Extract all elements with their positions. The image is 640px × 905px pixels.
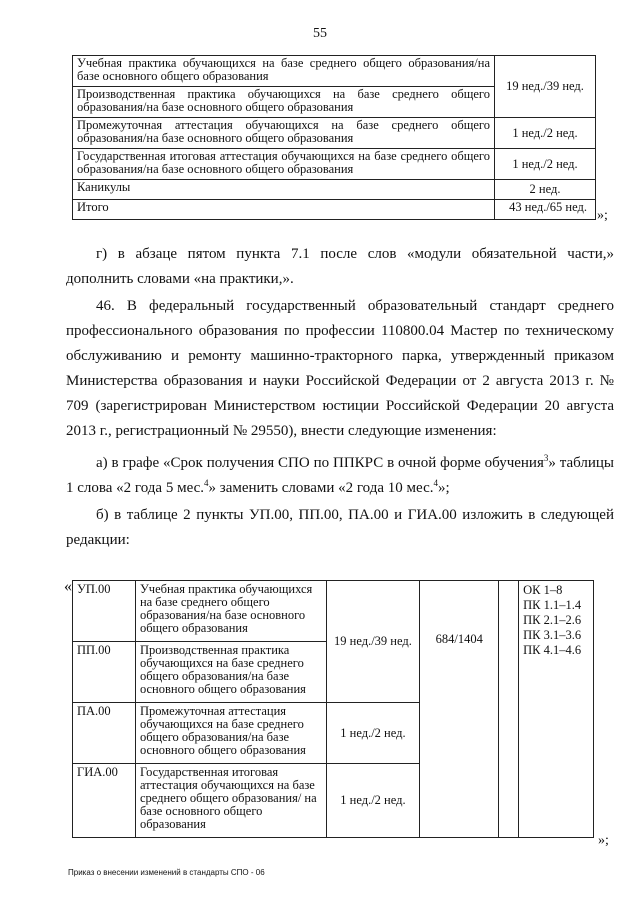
paragraph-a-text: а) в графе «Срок получения СПО по ППКРС в очной форме обучения	[96, 455, 544, 471]
footnote-mark: 3	[543, 453, 549, 463]
competency: ПК 2.1–2.6	[523, 613, 582, 627]
table-cell	[499, 581, 519, 838]
table-cell: 1 нед./2 нед.	[326, 703, 420, 764]
paragraph-a	[66, 451, 614, 501]
footer: Приказ о внесении изменений в стандарты СПО - 06	[68, 868, 265, 877]
table-cell: 2 нед.	[495, 180, 596, 200]
paragraph-a-text: » заменить словами «2 года 10 мес.	[208, 480, 434, 496]
table-cell: ПП.00	[73, 642, 136, 703]
practice-duration-cell: 19 нед./39 нед.	[495, 56, 596, 118]
table-cell: Итого	[73, 200, 495, 220]
table-cell: УП.00	[73, 581, 136, 642]
paragraph-46: 46. В федеральный государственный образовательный стандарт среднего профессионального образования по профессии 110800.04 Мастер по техническому обслуживанию и ремонту машинно-тракторного парка, утвержденный приказом Министерства образования и науки Российской Федерации от 2 августа 2013 г. № 709 (зарегистрирован Министерством юстиции Российской Федерации 20 августа 2013 г., регистрационный № 29550), внести следующие изменения:	[66, 298, 614, 439]
practice-hours-cell: 684/1404	[420, 581, 499, 838]
table-cell: Промежуточная аттестация обучающихся на базе среднего общего образования/на базе основного общего образования	[135, 703, 326, 764]
footnote-mark: 4	[204, 478, 209, 488]
competency: ПК 1.1–1.4	[523, 598, 582, 612]
table-cell: Государственная итоговая аттестация обучающихся на базе среднего общего образования/на базе основного общего образования	[73, 149, 495, 180]
opening-quote: «	[64, 578, 72, 595]
table-cell: ГИА.00	[73, 764, 136, 838]
competency: ОК 1–8	[523, 583, 563, 597]
table-cell: Учебная практика обучающихся на базе среднего общего образования/на базе основного общего образования	[73, 56, 495, 87]
paragraph-a-text: »;	[437, 480, 450, 496]
competency: ПК 4.1–4.6	[523, 643, 582, 657]
practice-weeks-cell: 19 нед./39 нед.	[326, 581, 420, 703]
competencies-cell	[519, 581, 594, 838]
paragraph-g: г) в абзаце пятом пункта 7.1 после слов «модули обязательной части,» дополнить словами «на практики,».	[66, 246, 614, 287]
total-cell: 43 нед./65 нед.	[495, 200, 596, 220]
table-cell: Производственная практика обучающихся на базе среднего общего образования/на базе основного общего образования	[73, 87, 495, 118]
page-number: 55	[313, 26, 327, 41]
table-cell: Каникулы	[73, 180, 495, 200]
table-cell: Производственная практика обучающихся на базе среднего общего образования/на базе основного общего образования	[135, 642, 326, 703]
table-cell: 1 нед./2 нед.	[495, 149, 596, 180]
duration-table	[72, 55, 596, 220]
footnote-mark: 4	[433, 478, 438, 488]
table-cell: Учебная практика обучающихся на базе среднего общего образования/на базе основного общего образования	[135, 581, 326, 642]
table-cell: Государственная итоговая аттестация обучающихся на базе среднего общего образования/ на базе основного общего образования	[135, 764, 326, 838]
table-cell: 1 нед./2 нед.	[326, 764, 420, 838]
paragraph-b: б) в таблице 2 пункты УП.00, ПП.00, ПА.00 и ГИА.00 изложить в следующей редакции:	[66, 507, 614, 548]
table-cell: ПА.00	[73, 703, 136, 764]
table-cell: 1 нед./2 нед.	[495, 118, 596, 149]
closing-quote: »;	[597, 208, 608, 223]
closing-quote: »;	[598, 833, 609, 848]
practice-table	[72, 580, 594, 838]
competency: ПК 3.1–3.6	[523, 628, 582, 642]
table-cell: Промежуточная аттестация обучающихся на базе среднего общего образования/на базе основного общего образования	[73, 118, 495, 149]
paragraph-a-text: » таблицы 1 слова «2 года 5 мес.	[66, 455, 615, 496]
